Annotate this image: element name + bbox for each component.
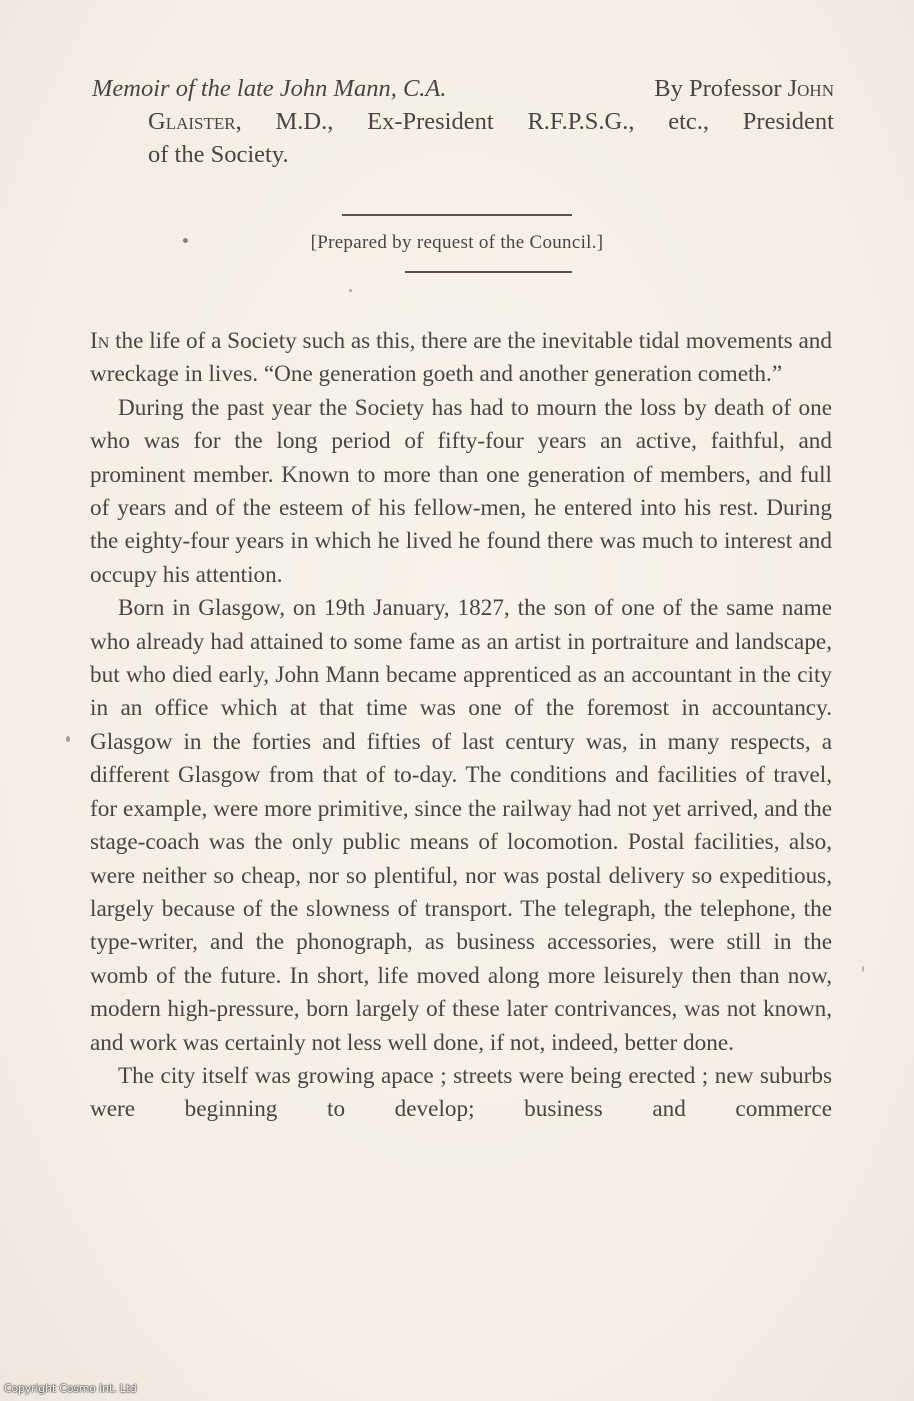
author-credentials — [148, 108, 834, 135]
copyright-watermark: Copyright Cosmo Int. Ltd — [4, 1382, 137, 1395]
memoir-title: Memoir of the late John Mann, C.A. — [92, 75, 447, 102]
memoir-heading — [92, 72, 834, 171]
drop-lead-word: In — [90, 328, 110, 354]
ink-speck — [862, 966, 864, 972]
heading-line-3: of the Society. — [148, 141, 289, 168]
ink-speck — [183, 238, 188, 243]
top-rule — [342, 214, 572, 216]
author-first-name: John — [787, 75, 834, 102]
author-byline — [654, 72, 834, 105]
paragraph-1 — [90, 325, 832, 392]
ink-speck — [349, 289, 352, 292]
ink-speck — [66, 736, 70, 742]
heading-line-1 — [92, 72, 834, 105]
paragraph-1-text: the life of a Society such as this, there are the inevitable tidal movements and wreckage in lives. “One generation goeth and another generation cometh.” — [90, 328, 832, 388]
paragraph-2: During the past year the Society has had to mourn the loss by death of one who was for the long period of fifty-four years an active, faithful, and prominent member. Known to more than one generation of members, and full of years and of the esteem of his fellow-men, he entered into his rest. During the eighty-four years in which he lived he found there was much to interest and occupy his attention. — [90, 394, 832, 588]
heading-line-2 — [92, 105, 834, 138]
author-surname: Glaister, — [148, 108, 242, 135]
memoir-body — [90, 325, 832, 1127]
author-titles: M.D., Ex-President R.F.P.S.G., etc., President — [241, 108, 834, 135]
paragraph-4: The city itself was growing apace ; streets were being erected ; new suburbs were beginning to develop; business and commerce — [90, 1062, 832, 1123]
byline-prefix: By Professor — [654, 75, 782, 102]
bottom-rule — [405, 271, 572, 273]
prepared-note: [Prepared by request of the Council.] — [310, 232, 604, 253]
paragraph-3: Born in Glasgow, on 19th January, 1827, the son of one of the same name who already had attained to some fame as an artist in portraiture and landscape, but who died early, John Mann became apprenticed as an accountant in the city in an office which at that time was one of the foremost in accountancy. Glasgow in the forties and fifties of last century was, in many respects, a different Glasgow from that of to-day. The conditions and facilities of travel, for example, were more primitive, since the railway had not yet arrived, and the stage-coach was the only public means of locomotion. Postal facilities, also, were neither so cheap, nor so plentiful, nor was postal delivery so expeditious, largely because of the slowness of transport. The telegraph, the telephone, the type-writer, and the phonograph, as business accessories, were still in the womb of the future. In short, life moved along more leisurely then than now, modern high-pressure, born largely of these later contrivances, was not known, and work was certainly not less well done, if not, indeed, better done. — [90, 595, 832, 1056]
